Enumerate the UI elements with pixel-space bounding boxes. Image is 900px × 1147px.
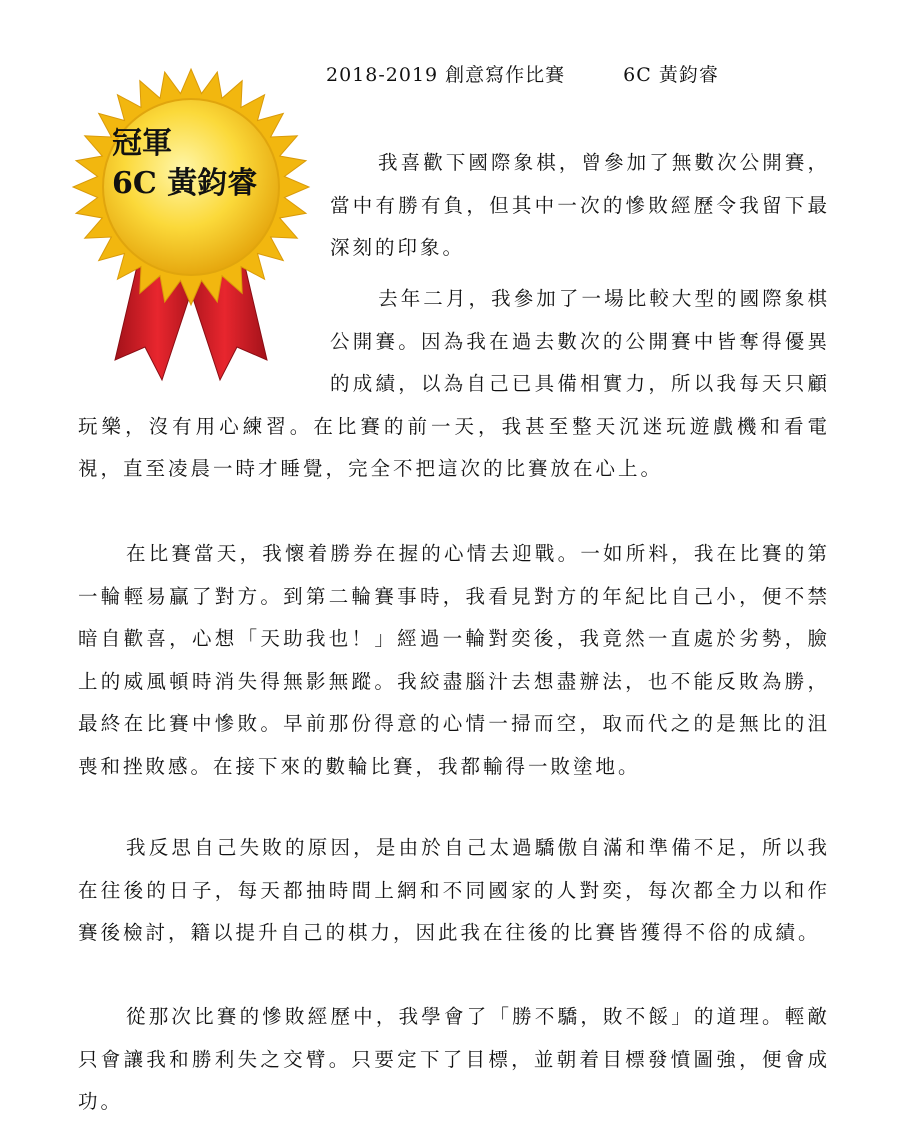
paragraph-2-text: 去年二月，我參加了一場比較大型的國際象棋公開賽。因為我在過去數次的公開賽中皆奪得優異的成績，以為自己已具備相實力，所以我每天只顧玩樂，沒有用心練習。在比賽的前一天，我甚至整天沉迷玩遊戲機和看電視，直至凌晨一時才睡覺，完全不把這次的比賽放在心上。	[78, 287, 830, 480]
paragraph-4: 我反思自己失敗的原因，是由於自己太過驕傲自滿和準備不足，所以我在往後的日子，每天都抽時間上網和不同國家的人對奕，每次都全力以和作賽後檢討，籍以提升自己的棋力，因此我在往後的比賽皆獲得不俗的成績。	[78, 836, 830, 944]
paragraph-3: 在比賽當天，我懷着勝券在握的心情去迎戰。一如所料，我在比賽的第一輪輕易贏了對方。到第二輪賽事時，我看見對方的年紀比自己小，便不禁暗自歡喜，心想「天助我也！」經過一輪對奕後，我竟然一直處於劣勢，臉上的威風頓時消失得無影無蹤。我絞盡腦汁去想盡辦法，也不能反敗為勝，最終在比賽中慘敗。早前那份得意的心情一掃而空，取而代之的是無比的沮喪和挫敗感。在接下來的數輪比賽，我都輸得一敗塗地。	[78, 542, 830, 778]
competition-title: 2018-2019 創意寫作比賽	[326, 64, 566, 86]
medal-winner: 6C 黃鈞睿	[112, 166, 258, 201]
document-header	[326, 60, 846, 87]
paragraph-5: 從那次比賽的慘敗經歷中，我學會了「勝不驕，敗不餒」的道理。輕敵只會讓我和勝利失之交臂。只要定下了目標，並朝着目標發憤圖強，便會成功。	[78, 1005, 830, 1113]
paragraph-2-block	[78, 278, 830, 491]
medal-title: 冠軍	[112, 126, 172, 161]
medal-label	[112, 124, 257, 204]
author-name: 6C 黃鈞睿	[623, 64, 719, 86]
paragraph-1: 我喜歡下國際象棋，曾參加了無數次公開賽，當中有勝有負，但其中一次的慘敗經歷令我留下最深刻的印象。	[330, 151, 830, 259]
